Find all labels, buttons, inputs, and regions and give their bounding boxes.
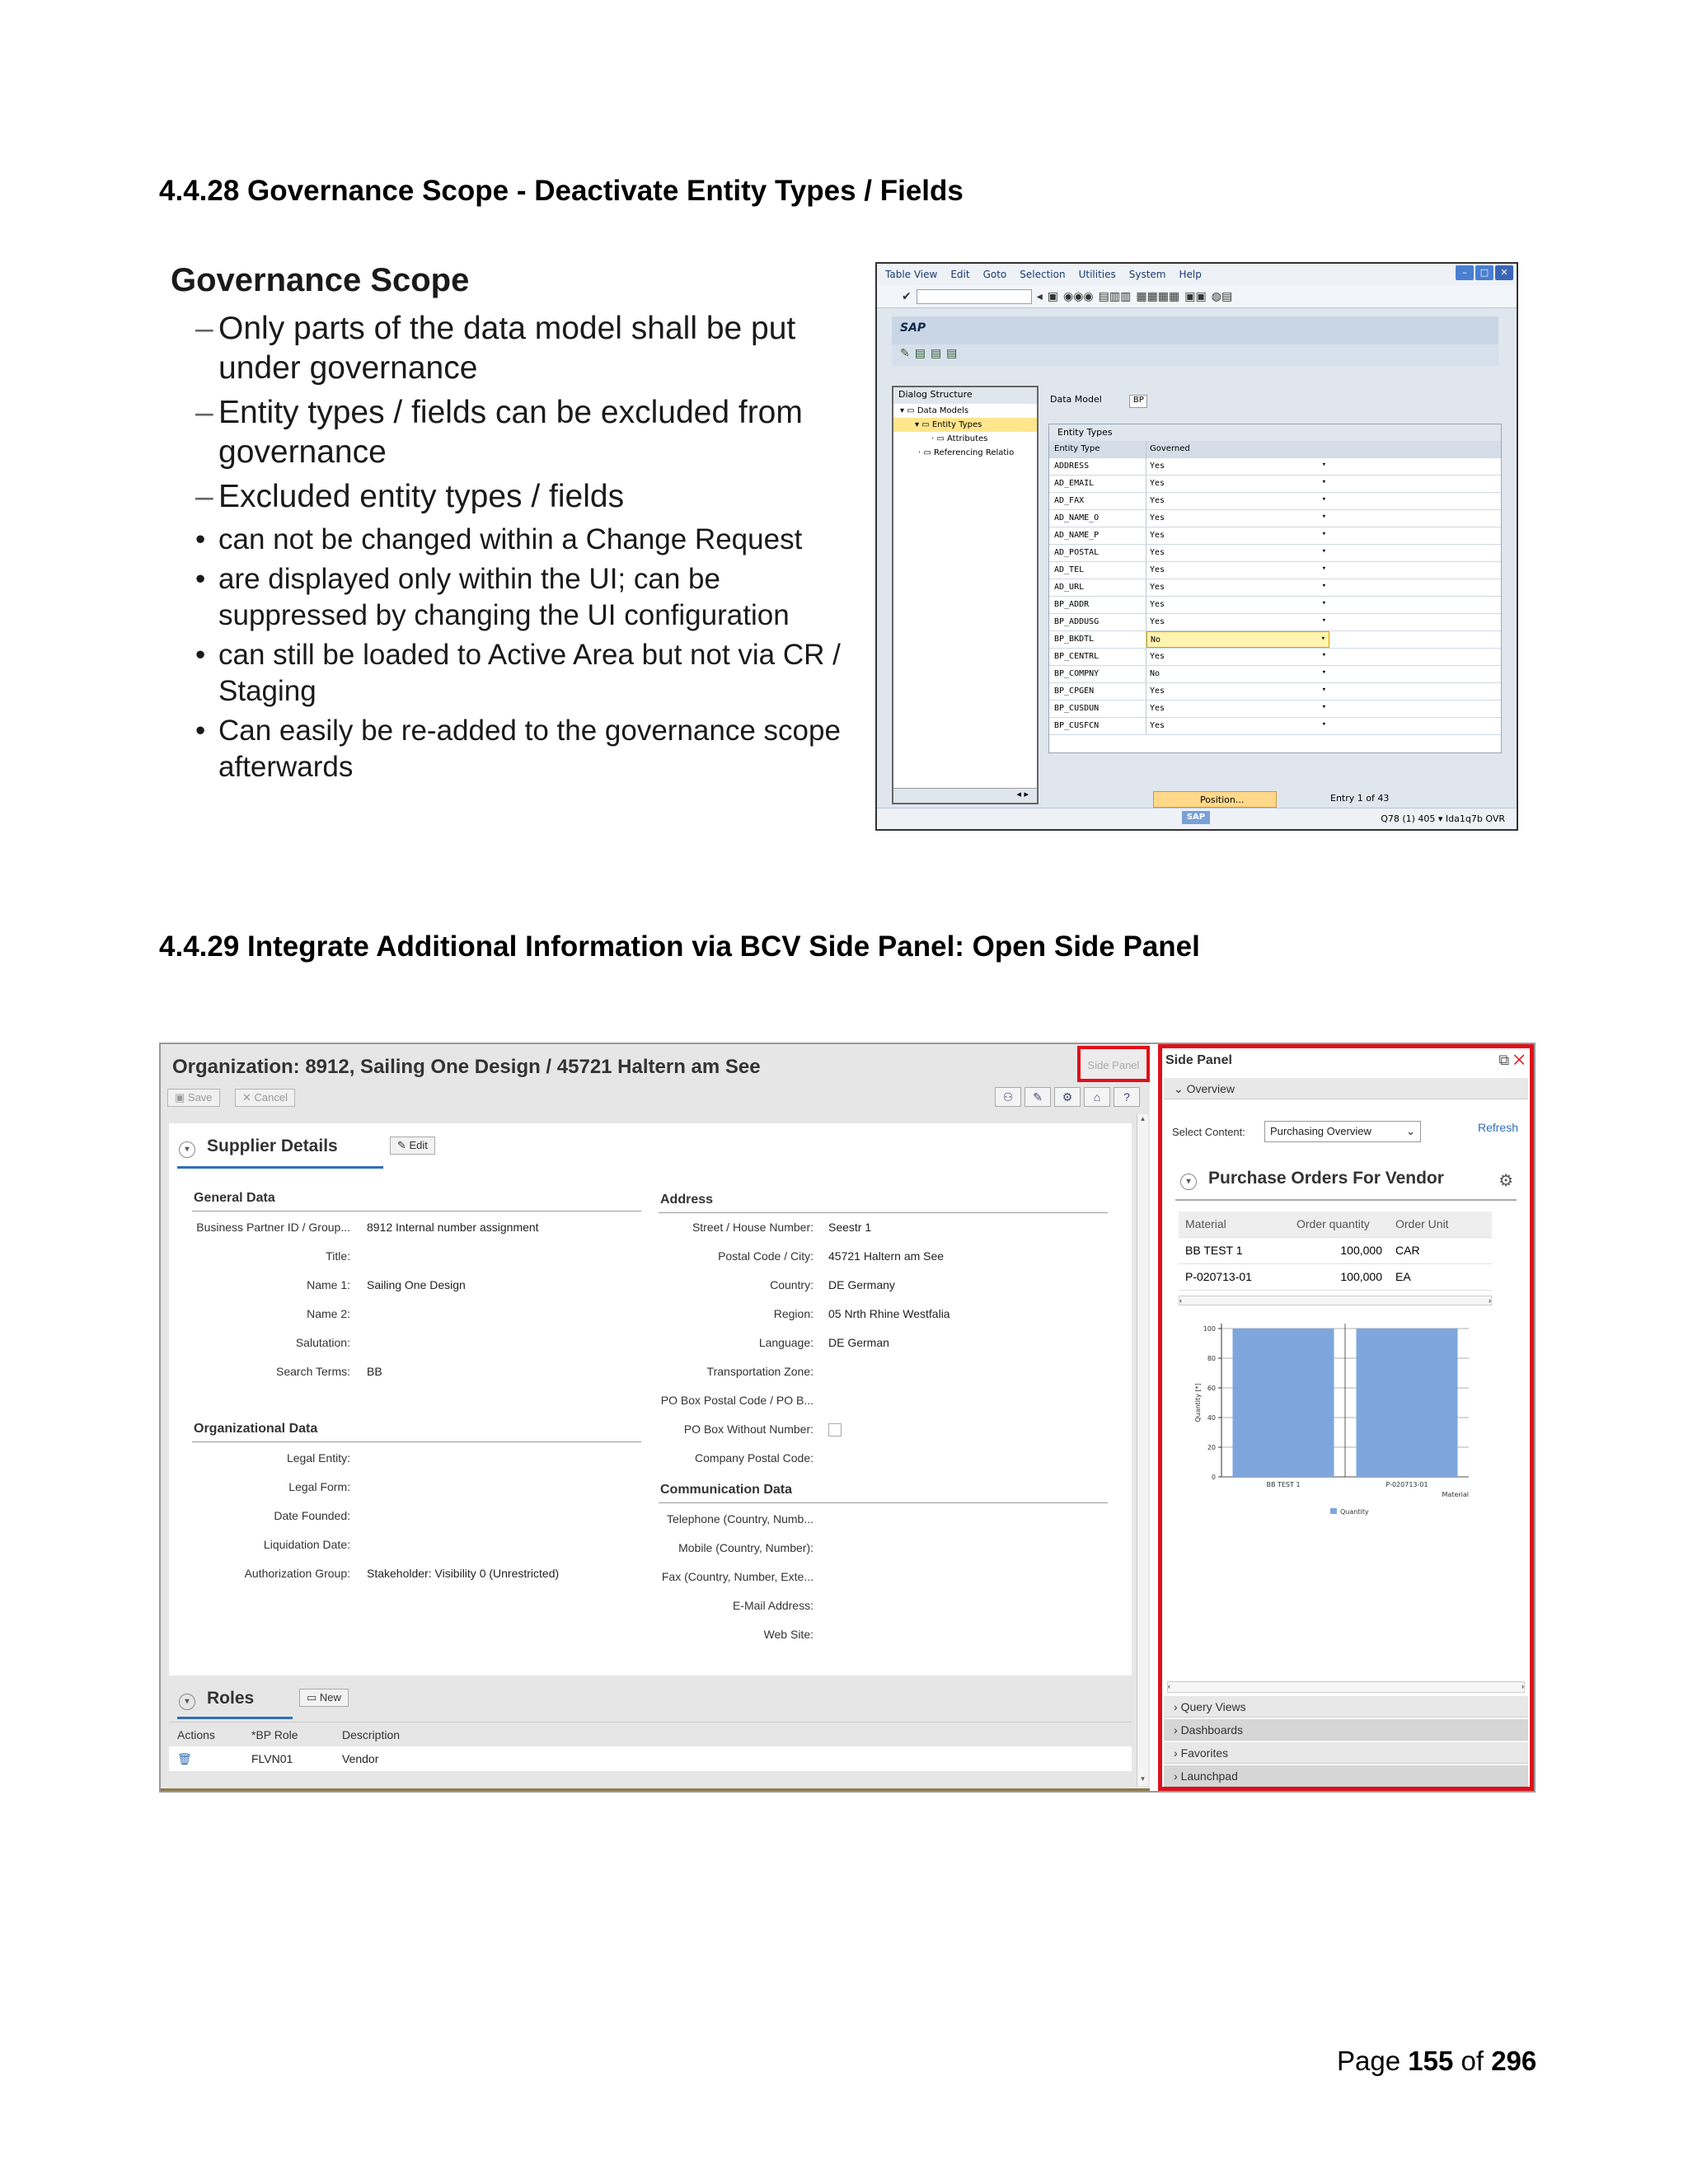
overview-bar[interactable]: ⌄ Overview bbox=[1164, 1078, 1528, 1099]
detach-icon[interactable]: ⧉ bbox=[1498, 1052, 1510, 1068]
field-label: Search Terms: bbox=[276, 1365, 350, 1378]
select-content-label: Select Content: bbox=[1172, 1126, 1245, 1138]
menu-table-view[interactable]: Table View bbox=[885, 269, 938, 280]
field-value: Sailing One Design bbox=[367, 1278, 466, 1291]
table-row[interactable] bbox=[1049, 458, 1501, 476]
governed-select[interactable]: Yes ▾ bbox=[1150, 461, 1326, 471]
field-label: Fax (Country, Number, Exte... bbox=[661, 1570, 814, 1583]
bar bbox=[1233, 1329, 1334, 1477]
table-row[interactable] bbox=[1049, 683, 1501, 701]
legend-swatch bbox=[1330, 1508, 1337, 1514]
material-value: P-020713-01 bbox=[1185, 1270, 1252, 1283]
table-caption: Entity Types bbox=[1049, 424, 1501, 441]
purchase-orders-table bbox=[1179, 1212, 1492, 1291]
bar bbox=[1357, 1329, 1458, 1477]
table-row[interactable] bbox=[1049, 649, 1501, 666]
settings-icon[interactable]: ⚙ bbox=[1054, 1087, 1081, 1107]
entity-type-cell: BP_CUSFCN bbox=[1049, 718, 1146, 734]
entity-type-cell: AD_FAX bbox=[1049, 493, 1146, 509]
table-row[interactable] bbox=[1049, 718, 1501, 735]
organizational-data-title: Organizational Data bbox=[194, 1422, 318, 1436]
field-label: Region: bbox=[773, 1307, 814, 1320]
collapse-icon[interactable]: ▾ bbox=[179, 1694, 195, 1710]
dialog-structure-panel bbox=[892, 386, 1039, 804]
governed-select[interactable]: No ▾ bbox=[1146, 631, 1329, 648]
table-row[interactable] bbox=[1179, 1264, 1492, 1291]
hierarchy-icon[interactable]: ⌂ bbox=[1084, 1087, 1110, 1107]
print-icon[interactable]: ▤▥▥ bbox=[1098, 289, 1132, 303]
governed-select[interactable]: Yes ▾ bbox=[1150, 599, 1326, 609]
menu-edit[interactable]: Edit bbox=[950, 269, 970, 280]
field-label: Postal Code / City: bbox=[718, 1249, 814, 1263]
query-views-item[interactable]: › Query Views bbox=[1164, 1696, 1528, 1718]
data-model-field bbox=[1050, 394, 1147, 408]
tree-item-referencing[interactable]: · ▭ Referencing Relatio bbox=[918, 448, 1015, 457]
cancel-button[interactable]: ✕ Cancel bbox=[235, 1089, 295, 1107]
field-label: Country: bbox=[770, 1278, 814, 1291]
collapse-icon[interactable]: ▾ bbox=[1180, 1174, 1197, 1190]
field-label: Date Founded: bbox=[274, 1509, 350, 1522]
save-icon[interactable]: ▣ bbox=[1047, 289, 1058, 303]
tree-item-data-models[interactable]: ▾ ▭ Data Models bbox=[900, 406, 969, 415]
table-row[interactable] bbox=[1049, 510, 1501, 527]
po-header-row bbox=[1179, 1212, 1492, 1238]
entity-type-cell: BP_CPGEN bbox=[1049, 683, 1146, 700]
governed-select[interactable]: Yes ▾ bbox=[1150, 686, 1326, 696]
command-field[interactable] bbox=[917, 289, 1032, 304]
side-panel-controls bbox=[1498, 1052, 1525, 1069]
field-value: DE Germany bbox=[828, 1278, 895, 1291]
table-header-row bbox=[1049, 441, 1501, 458]
governance-dash-item: – Entity types / fields can be excluded from governance bbox=[171, 393, 871, 472]
y-tick-label: 60 bbox=[1207, 1385, 1216, 1392]
side-panel-hscrollbar[interactable]: ‹ › bbox=[1167, 1681, 1525, 1693]
section-rule bbox=[1175, 1199, 1517, 1201]
description-value: Vendor bbox=[342, 1752, 379, 1765]
chevron-down-icon: ▾ bbox=[1321, 668, 1326, 677]
edit-button[interactable]: ✎ Edit bbox=[390, 1137, 435, 1155]
table-row[interactable] bbox=[1049, 562, 1501, 579]
chevron-down-icon: ▾ bbox=[1321, 547, 1326, 555]
field-label: Business Partner ID / Group... bbox=[196, 1221, 350, 1234]
y-tick-label: 100 bbox=[1203, 1325, 1216, 1333]
entity-types-table bbox=[1048, 424, 1502, 753]
chevron-down-icon: ▾ bbox=[1321, 513, 1326, 521]
governed-select[interactable]: Yes ▾ bbox=[1150, 703, 1326, 713]
menu-selection[interactable]: Selection bbox=[1020, 269, 1066, 280]
page-icon[interactable]: ▦▦▦▦ bbox=[1136, 289, 1180, 303]
table-row[interactable] bbox=[1049, 614, 1501, 631]
table-row[interactable] bbox=[1049, 527, 1501, 545]
col-governed[interactable]: Governed bbox=[1150, 444, 1190, 453]
field-label: PO Box Postal Code / PO B... bbox=[660, 1394, 814, 1407]
entity-type-cell: AD_NAME_O bbox=[1049, 510, 1146, 527]
entity-type-cell: BP_CUSDUN bbox=[1049, 701, 1146, 717]
back-icon[interactable]: ◂ bbox=[1036, 289, 1043, 303]
field-value: Seestr 1 bbox=[828, 1221, 872, 1234]
status-bar bbox=[877, 808, 1517, 829]
table-row[interactable] bbox=[1049, 545, 1501, 562]
unit-value: CAR bbox=[1395, 1244, 1420, 1257]
data-model-value[interactable]: BP bbox=[1129, 395, 1147, 408]
refresh-link[interactable]: Refresh bbox=[1477, 1121, 1518, 1134]
col-actions: Actions bbox=[177, 1728, 215, 1741]
window-controls bbox=[1456, 265, 1513, 280]
entity-type-cell: AD_NAME_P bbox=[1049, 527, 1146, 544]
supplier-details-title[interactable]: ▾ Supplier Details bbox=[179, 1137, 338, 1158]
side-panel-button[interactable]: Side Panel bbox=[1077, 1046, 1150, 1082]
col-order-quantity: Order quantity bbox=[1296, 1217, 1370, 1230]
governed-select[interactable]: Yes ▾ bbox=[1150, 530, 1326, 540]
dashboards-item[interactable]: › Dashboards bbox=[1164, 1719, 1528, 1741]
table-row[interactable] bbox=[1049, 597, 1501, 614]
governance-bullet: • can not be changed within a Change Request bbox=[171, 522, 871, 558]
governed-select[interactable]: Yes ▾ bbox=[1150, 616, 1326, 626]
chevron-down-icon: ▾ bbox=[1321, 582, 1326, 590]
field-label: Name 2: bbox=[307, 1307, 350, 1320]
side-panel bbox=[1158, 1044, 1534, 1791]
app-toolbar-icons[interactable]: ✎▤▤▤ bbox=[892, 344, 1498, 366]
y-tick-label: 20 bbox=[1207, 1444, 1216, 1451]
field-label: Mobile (Country, Number): bbox=[678, 1541, 814, 1554]
data-model-label: Data Model bbox=[1050, 394, 1102, 405]
chevron-down-icon: ▾ bbox=[1321, 565, 1326, 573]
bp-role-value: FLVN01 bbox=[251, 1752, 293, 1765]
governance-bullet: • are displayed only within the UI; can be suppressed by changing the UI configuration bbox=[171, 561, 871, 634]
group-rule bbox=[192, 1211, 641, 1212]
position-button[interactable]: Position... bbox=[1153, 791, 1277, 808]
field-label: Authorization Group: bbox=[244, 1567, 350, 1580]
chevron-down-icon: ▾ bbox=[1321, 461, 1326, 469]
organization-title: Organization: 8912, Sailing One Design / 45721 Haltern am See bbox=[172, 1056, 761, 1078]
supplier-tab-underline bbox=[177, 1166, 383, 1169]
dialog-scrollbar[interactable]: ◂ ▸ bbox=[893, 788, 1037, 803]
save-button[interactable]: ▣ Save bbox=[167, 1089, 220, 1107]
table-row[interactable] bbox=[1049, 476, 1501, 493]
user-icon[interactable]: ⚇ bbox=[995, 1087, 1021, 1107]
page-number: Page 155 of 296 bbox=[1337, 2046, 1537, 2076]
x-axis-label: Material bbox=[1442, 1491, 1469, 1498]
field-value: 05 Nrth Rhine Westfalia bbox=[828, 1307, 950, 1320]
group-rule bbox=[192, 1441, 641, 1442]
chevron-down-icon: ▾ bbox=[1321, 686, 1326, 694]
chevron-down-icon: ⌄ bbox=[1406, 1125, 1415, 1137]
field-value: Stakeholder: Visibility 0 (Unrestricted) bbox=[367, 1567, 560, 1580]
collapse-icon[interactable]: ▾ bbox=[179, 1141, 195, 1158]
y-tick-label: 0 bbox=[1211, 1474, 1216, 1481]
group-rule bbox=[659, 1502, 1108, 1503]
vertical-scrollbar[interactable] bbox=[1137, 1114, 1148, 1786]
general-data-title: General Data bbox=[194, 1191, 275, 1205]
side-panel-title: Side Panel bbox=[1165, 1053, 1232, 1067]
material-value: BB TEST 1 bbox=[1185, 1244, 1243, 1257]
table-row[interactable] bbox=[1049, 493, 1501, 510]
menu-goto[interactable]: Goto bbox=[982, 269, 1007, 280]
chevron-down-icon: ▾ bbox=[1321, 599, 1326, 607]
field-label: Salutation: bbox=[295, 1336, 350, 1349]
delete-icon[interactable]: 🗑 bbox=[177, 1752, 192, 1765]
table-hscrollbar[interactable]: ‹ › bbox=[1179, 1296, 1491, 1305]
new-role-button[interactable]: ▭ New bbox=[299, 1689, 349, 1707]
governance-bullet: • Can easily be re-added to the governance scope afterwards bbox=[171, 713, 871, 785]
table-row[interactable] bbox=[1049, 579, 1501, 597]
select-content-dropdown[interactable]: Purchasing Overview ⌄ bbox=[1264, 1121, 1421, 1142]
chevron-down-icon: ▾ bbox=[1321, 616, 1326, 625]
section-heading-side-panel: 4.4.29 Integrate Additional Information via BCV Side Panel: Open Side Panel bbox=[159, 930, 1200, 963]
field-label: Title: bbox=[326, 1249, 350, 1263]
governed-select[interactable]: Yes ▾ bbox=[1150, 513, 1326, 523]
governance-dash-item: – Excluded entity types / fields bbox=[171, 477, 871, 517]
help-icon[interactable]: ? bbox=[1114, 1087, 1140, 1107]
table-row[interactable] bbox=[1049, 666, 1501, 683]
menu-system[interactable]: System bbox=[1128, 269, 1166, 280]
field-value: 8912 Internal number assignment bbox=[367, 1221, 539, 1234]
close-icon[interactable]: ✕ bbox=[1513, 1052, 1525, 1068]
chevron-down-icon: ▾ bbox=[1321, 530, 1326, 538]
roles-tab-underline bbox=[177, 1717, 293, 1719]
governed-select[interactable]: Yes ▾ bbox=[1150, 478, 1326, 488]
governed-select[interactable]: Yes ▾ bbox=[1150, 582, 1326, 592]
field-label: Street / House Number: bbox=[692, 1221, 814, 1234]
x-tick-label: BB TEST 1 bbox=[1266, 1481, 1301, 1488]
sap-gui-window bbox=[875, 262, 1518, 831]
x-tick-label: P-020713-01 bbox=[1386, 1481, 1428, 1488]
tree-item-entity-types[interactable]: ▾ ▭ Entity Types bbox=[893, 418, 1037, 432]
dialog-structure-label: Dialog Structure bbox=[893, 387, 1037, 404]
field-value: DE German bbox=[828, 1336, 889, 1349]
legend-label: Quantity bbox=[1340, 1508, 1369, 1516]
maximize-icon[interactable]: □ bbox=[1475, 265, 1493, 280]
field-label: Web Site: bbox=[763, 1628, 814, 1641]
entity-type-cell: ADDRESS bbox=[1049, 458, 1146, 475]
chevron-down-icon: ▾ bbox=[1321, 703, 1326, 711]
chevron-down-icon: ▾ bbox=[1321, 478, 1326, 486]
purchase-orders-title[interactable]: ▾ Purchase Orders For Vendor bbox=[1180, 1169, 1444, 1190]
field-label: Liquidation Date: bbox=[263, 1538, 350, 1551]
field-label: Legal Entity: bbox=[286, 1451, 350, 1465]
purchase-orders-chart bbox=[1192, 1312, 1505, 1535]
field-label: PO Box Without Number: bbox=[683, 1422, 814, 1436]
scroll-down-icon[interactable]: ▾ bbox=[1141, 1774, 1145, 1783]
sap-title: SAP bbox=[892, 316, 1498, 344]
chevron-down-icon: ▾ bbox=[1321, 720, 1326, 729]
field-value: 45721 Haltern am See bbox=[828, 1249, 945, 1263]
field-label: E-Mail Address: bbox=[732, 1599, 814, 1612]
chevron-down-icon: ▾ bbox=[1321, 495, 1326, 504]
address-title: Address bbox=[660, 1193, 714, 1207]
gear-icon[interactable]: ⚙ bbox=[1498, 1172, 1513, 1190]
roles-table bbox=[169, 1722, 1132, 1771]
col-order-unit: Order Unit bbox=[1395, 1217, 1449, 1230]
close-icon[interactable]: ✕ bbox=[1495, 265, 1513, 280]
bcv-screenshot bbox=[159, 1043, 1536, 1793]
entity-type-cell: BP_ADDUSG bbox=[1049, 614, 1146, 630]
entry-counter: Entry 1 of 43 bbox=[1330, 793, 1390, 804]
field-label: Name 1: bbox=[307, 1278, 350, 1291]
governance-text-block bbox=[171, 262, 871, 789]
table-row[interactable] bbox=[1049, 701, 1501, 718]
field-label: Transportation Zone: bbox=[706, 1365, 814, 1378]
nav-icon[interactable]: ◉◉◉ bbox=[1063, 289, 1094, 303]
po-box-checkbox[interactable] bbox=[828, 1423, 842, 1436]
col-material: Material bbox=[1185, 1217, 1226, 1230]
unit-value: EA bbox=[1395, 1270, 1411, 1283]
system-info: Q78 (1) 405 ▾ Ida1q7b OVR bbox=[1381, 813, 1505, 824]
governed-select[interactable]: Yes ▾ bbox=[1150, 651, 1326, 661]
group-rule bbox=[659, 1212, 1108, 1213]
field-label: Language: bbox=[758, 1336, 814, 1349]
governance-bullet: • can still be loaded to Active Area but not via CR / Staging bbox=[171, 637, 871, 710]
entity-type-cell: AD_URL bbox=[1049, 579, 1146, 596]
enter-icon[interactable]: ✔ bbox=[902, 289, 912, 303]
y-tick-label: 80 bbox=[1207, 1355, 1216, 1362]
entity-type-cell: AD_POSTAL bbox=[1049, 545, 1146, 561]
table-row[interactable] bbox=[1049, 631, 1501, 649]
launchpad-item[interactable]: › Launchpad bbox=[1164, 1765, 1528, 1787]
field-label: Legal Form: bbox=[288, 1480, 350, 1493]
menu-utilities[interactable]: Utilities bbox=[1078, 269, 1116, 280]
roles-title[interactable]: ▾ Roles bbox=[179, 1689, 254, 1710]
entity-type-cell: BP_COMPNY bbox=[1049, 666, 1146, 682]
quantity-value: 100,000 bbox=[1340, 1270, 1382, 1283]
header-toolbar bbox=[995, 1087, 1140, 1107]
table-row[interactable] bbox=[169, 1746, 1132, 1771]
tree-item-attributes[interactable]: · ▭ Attributes bbox=[931, 434, 988, 443]
communication-data-title: Communication Data bbox=[660, 1483, 793, 1497]
sap-toolbar bbox=[877, 285, 1517, 308]
section-heading-governance: 4.4.28 Governance Scope - Deactivate Entity Types / Fields bbox=[159, 175, 964, 207]
help-icon[interactable]: ◍▤ bbox=[1211, 289, 1233, 303]
field-label: Company Postal Code: bbox=[695, 1451, 814, 1465]
roles-header-row bbox=[169, 1722, 1132, 1746]
scroll-up-icon[interactable]: ▴ bbox=[1141, 1114, 1145, 1122]
governance-title: Governance Scope bbox=[171, 262, 470, 298]
entity-type-cell: BP_CENTRL bbox=[1049, 649, 1146, 665]
governance-dash-item: – Only parts of the data model shall be put under governance bbox=[171, 309, 871, 388]
table-row[interactable] bbox=[1179, 1238, 1492, 1264]
entity-type-cell: BP_BKDTL bbox=[1049, 631, 1146, 648]
entity-type-cell: AD_TEL bbox=[1049, 562, 1146, 579]
y-tick-label: 40 bbox=[1207, 1414, 1216, 1422]
wrench-icon[interactable]: ✎ bbox=[1025, 1087, 1051, 1107]
entity-type-cell: AD_EMAIL bbox=[1049, 476, 1146, 492]
col-description: Description bbox=[342, 1728, 401, 1741]
chevron-down-icon: ▾ bbox=[1320, 635, 1325, 643]
field-label: Telephone (Country, Numb... bbox=[667, 1512, 814, 1526]
chevron-down-icon: ▾ bbox=[1321, 651, 1326, 659]
y-axis-label: Quantity [*] bbox=[1194, 1383, 1202, 1422]
col-entity-type[interactable]: Entity Type bbox=[1049, 441, 1146, 457]
governed-select[interactable]: Yes ▾ bbox=[1150, 547, 1326, 557]
layout-icon[interactable]: ▣▣ bbox=[1184, 289, 1207, 303]
col-bp-role: *BP Role bbox=[251, 1728, 298, 1741]
governed-select[interactable]: Yes ▾ bbox=[1150, 495, 1326, 505]
favorites-item[interactable]: › Favorites bbox=[1164, 1742, 1528, 1764]
menu-help[interactable]: Help bbox=[1179, 269, 1202, 280]
governed-select[interactable]: No ▾ bbox=[1150, 668, 1326, 678]
governed-select[interactable]: Yes ▾ bbox=[1150, 565, 1326, 574]
supplier-content bbox=[169, 1123, 1132, 1675]
field-value: BB bbox=[367, 1365, 382, 1378]
quantity-value: 100,000 bbox=[1340, 1244, 1382, 1257]
sap-menubar bbox=[877, 264, 1517, 285]
minimize-icon[interactable]: – bbox=[1456, 265, 1474, 280]
sap-logo: SAP bbox=[1182, 811, 1210, 824]
organization-view bbox=[161, 1044, 1150, 1791]
entity-type-cell: BP_ADDR bbox=[1049, 597, 1146, 613]
governed-select[interactable]: Yes ▾ bbox=[1150, 720, 1326, 730]
